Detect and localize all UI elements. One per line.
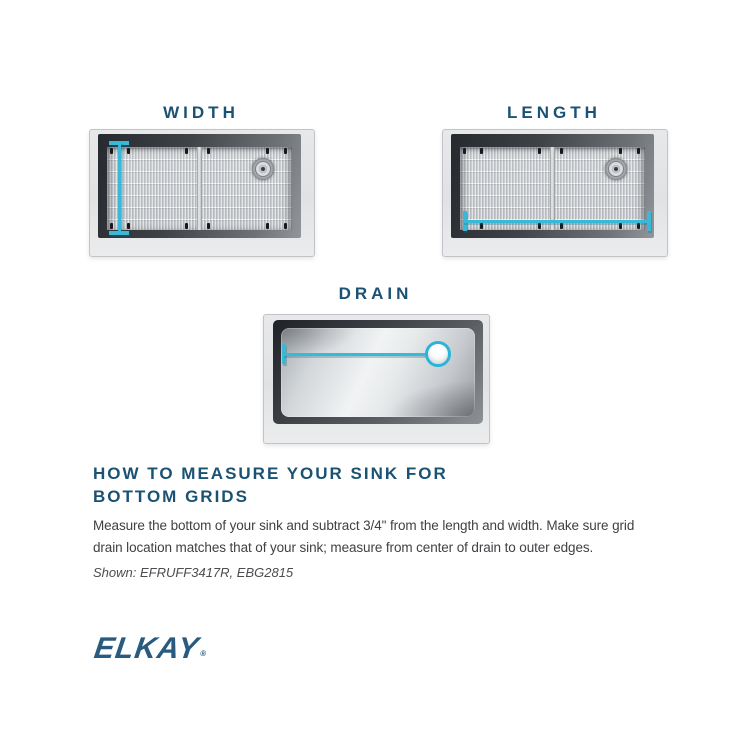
grid-foot (538, 148, 541, 154)
grid-foot (127, 223, 130, 229)
length-label: LENGTH (507, 103, 601, 122)
grid-foot (637, 148, 640, 154)
grid-foot (619, 148, 622, 154)
grid-foot (284, 223, 287, 229)
grid-foot (185, 148, 188, 154)
logo-text: ELKAY (92, 632, 202, 665)
sink-bowl (273, 320, 483, 424)
drain-icon (252, 158, 274, 180)
title-line-1: HOW TO MEASURE YOUR SINK FOR (93, 464, 448, 483)
grid-foot (560, 148, 563, 154)
shown-note: Shown: EFRUFF3417R, EBG2815 (93, 565, 294, 580)
sink-image-width (89, 129, 315, 257)
sink-floor (281, 328, 475, 417)
drain-location-icon (425, 341, 451, 367)
grid-foot (266, 223, 269, 229)
grid-foot (637, 223, 640, 229)
grid-center-rail (550, 147, 555, 230)
bottom-grid (460, 147, 645, 230)
drain-label: DRAIN (338, 284, 413, 303)
grid-foot (207, 148, 210, 154)
page-title (93, 462, 448, 508)
grid-foot (560, 223, 563, 229)
drain-measure-line (284, 353, 426, 356)
sink-bowl (98, 134, 301, 238)
grid-foot (127, 148, 130, 154)
grid-foot (538, 223, 541, 229)
bottom-grid (107, 147, 292, 230)
grid-foot (480, 148, 483, 154)
length-measure-line (464, 220, 650, 223)
title-line-2: BOTTOM GRIDS (93, 487, 249, 506)
width-measure-cap-bottom (109, 231, 129, 235)
length-measure-cap-right (647, 211, 651, 231)
grid-foot (110, 148, 113, 154)
width-measure-line (118, 143, 121, 233)
registered-mark-icon: ® (199, 649, 208, 658)
instructions-line-2: drain location matches that of your sink; measure from center of drain to outer edges. (93, 540, 594, 555)
sink-image-length (442, 129, 668, 257)
grid-foot (266, 148, 269, 154)
grid-foot (110, 223, 113, 229)
elkay-logo (92, 632, 210, 666)
sink-image-drain (263, 314, 490, 444)
instructions (93, 515, 634, 559)
grid-foot (619, 223, 622, 229)
grid-center-rail (197, 147, 202, 230)
width-label: WIDTH (163, 103, 239, 122)
drain-icon (605, 158, 627, 180)
grid-foot (284, 148, 287, 154)
grid-foot (185, 223, 188, 229)
grid-foot (463, 148, 466, 154)
grid-foot (207, 223, 210, 229)
instructions-line-1: Measure the bottom of your sink and subtract 3/4" from the length and width. Make sure grid (93, 518, 635, 533)
grid-foot (480, 223, 483, 229)
